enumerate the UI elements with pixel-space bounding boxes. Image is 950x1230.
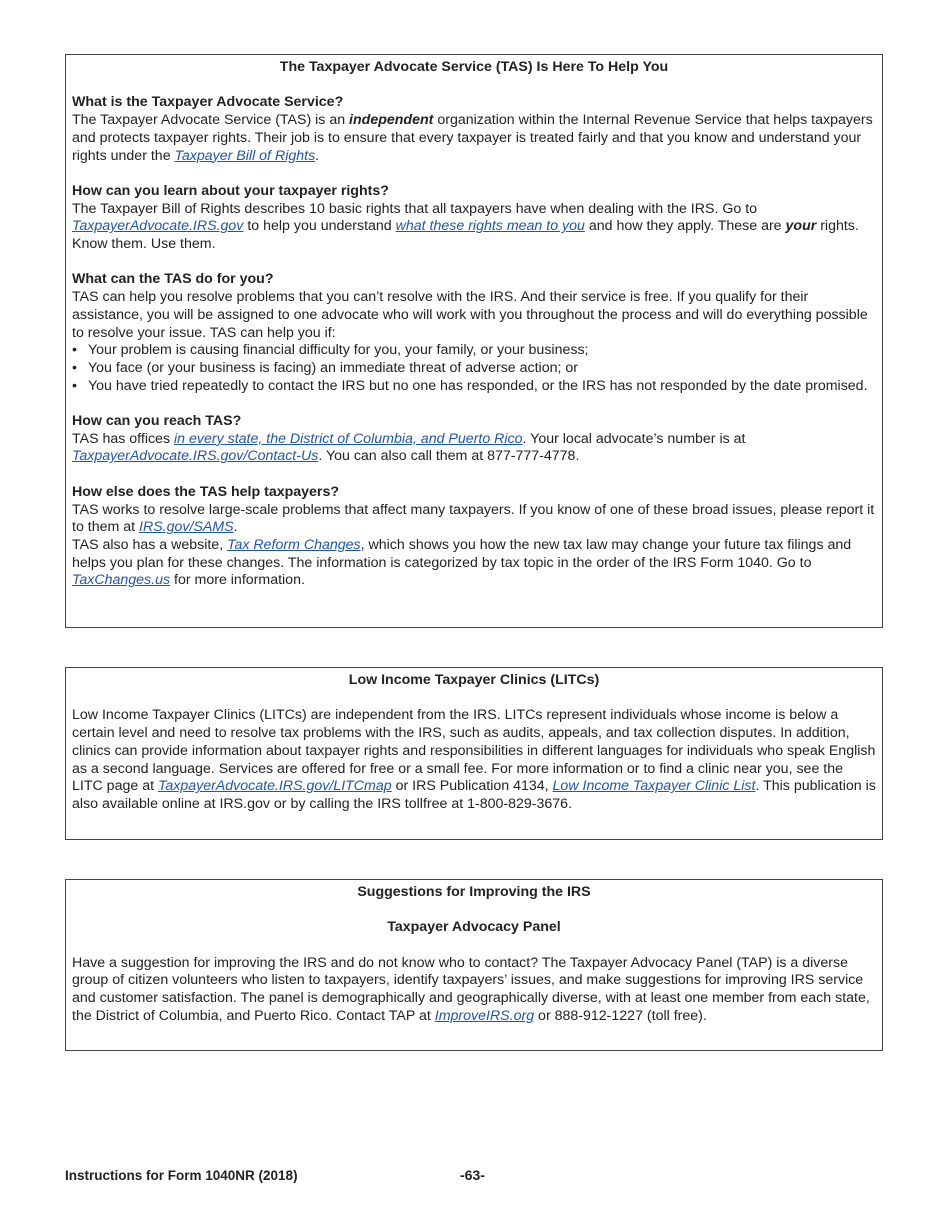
tas-q-rights: How can you learn about your taxpayer rights? [72,182,389,199]
litc-map-link[interactable]: TaxpayerAdvocate.IRS.gov/LITCmap [157,778,392,795]
list-item: • You face (or your business is facing) an immediate threat of adverse action; or [72,359,578,376]
tas-section [65,54,883,628]
litc-section [65,667,883,840]
tas-rights-text: The Taxpayer Bill of Rights describes 10 basic rights that all taxpayers have when dealing with the IRS. Go to TaxpayerAdvocate.IRS.gov to help you understand what these rights mean to you and how they apply. These are your rights. Know them. Use them. [72,200,859,252]
taxpayer-bill-of-rights-link[interactable]: Taxpayer Bill of Rights [174,147,316,164]
irs-sams-link[interactable]: IRS.gov/SAMS [139,519,234,536]
tas-offices-link[interactable]: in every state, the District of Columbia, and Puerto Rico [174,430,523,447]
list-item: • You have tried repeatedly to contact the IRS but no one has responded, or the IRS has not responded by the date promised. [72,377,868,394]
taxchanges-link[interactable]: TaxChanges.us [72,572,171,589]
taxpayer-advocate-link[interactable]: TaxpayerAdvocate.IRS.gov [72,218,244,235]
tas-q-help: What can the TAS do for you? [72,271,274,288]
litc-list-link[interactable]: Low Income Taxpayer Clinic List [552,778,756,795]
rights-meaning-link[interactable]: what these rights mean to you [395,218,585,235]
tas-else-text-1: TAS works to resolve large-scale problems that affect many taxpayers. If you know of one of these broad issues, please report it to them at IRS.gov/SAMS. [72,501,875,536]
tap-subtitle: Taxpayer Advocacy Panel [387,919,561,936]
tas-contact-link[interactable]: TaxpayerAdvocate.IRS.gov/Contact-Us [72,448,319,465]
tas-q-reach: How can you reach TAS? [72,413,242,429]
list-item: • Your problem is causing financial difficulty for you, your family, or your business; [72,342,589,359]
tas-q-else: How else does the TAS help taxpayers? [72,483,340,500]
improve-irs-link[interactable]: ImproveIRS.org [434,1007,535,1024]
footer-form-title: Instructions for Form 1040NR (2018) [65,1168,298,1183]
tas-q-what-is: What is the Taxpayer Advocate Service? [72,94,344,111]
tas-title: The Taxpayer Advocate Service (TAS) Is Here To Help You [279,59,669,75]
tas-reach-text: TAS has offices in every state, the District of Columbia, and Puerto Rico. Your local advocate’s number is at TaxpayerAdvocate.IRS.gov/Contact-Us. You can also call them at 877-777-4778. [72,430,746,465]
bullet-icon: • [72,359,77,376]
tax-reform-changes-link[interactable]: Tax Reform Changes [227,536,361,553]
litc-title: Low Income Taxpayer Clinics (LITCs) [348,672,600,688]
bullet-icon: • [72,342,77,359]
litc-text: Low Income Taxpayer Clinics (LITCs) are independent from the IRS. LITCs represent individuals whose income is below a certain level and need to resolve tax problems with the IRS, such as audits, appeals, and tax collection disputes. In addition, clinics can provide information about taxpayer rights and responsibilities in different languages for individuals who speak English as a second language. Services are offered for free or a small fee. For more information or to find a clinic near you, see the LITC page at TaxpayerAdvocate.IRS.gov/LITCmap or IRS Publication 4134, Low Income Taxpayer Clinic List. This publication is also available online at IRS.gov or by calling the IRS tollfree at 1-800-829-3676. [72,707,876,812]
suggestions-title: Suggestions for Improving the IRS [357,884,591,900]
tas-else-text-2: TAS also has a website, Tax Reform Changes, which shows you how the new tax law may change your future tax filings and helps you plan for these changes. The information is categorized by tax topic in the order of the IRS Form 1040. Go to TaxChanges.us for more information. [72,536,852,589]
tap-text: Have a suggestion for improving the IRS and do not know who to contact? The Taxpayer Advocacy Panel (TAP) is a diverse group of citizen volunteers who listen to taxpayers, identify taxpayers’ issues, and make suggestions for improving IRS service and customer satisfaction. The panel is demographically and geographically diverse, with at least one member from each state, the District of Columbia, and Puerto Rico. Contact TAP at ImproveIRS.org or 888-912-1227 (toll free). [72,954,870,1024]
bullet-icon: • [72,377,77,394]
tas-what-is-text: The Taxpayer Advocate Service (TAS) is an independent organization within the Internal Revenue Service that helps taxpayers and protects taxpayer rights. Their job is to ensure that every taxpayer is treated fairly and that you know and understand your rights under the Taxpayer Bill of Rights. [72,112,873,164]
suggestions-section [65,879,883,1051]
page-number: -63- [460,1167,485,1183]
tas-help-text: TAS can help you resolve problems that you can’t resolve with the IRS. And their service is free. If you qualify for their assistance, you will be assigned to one advocate who will work with you throughout the process and will do everything possible to resolve your issue. TAS can help you if: [72,289,868,341]
